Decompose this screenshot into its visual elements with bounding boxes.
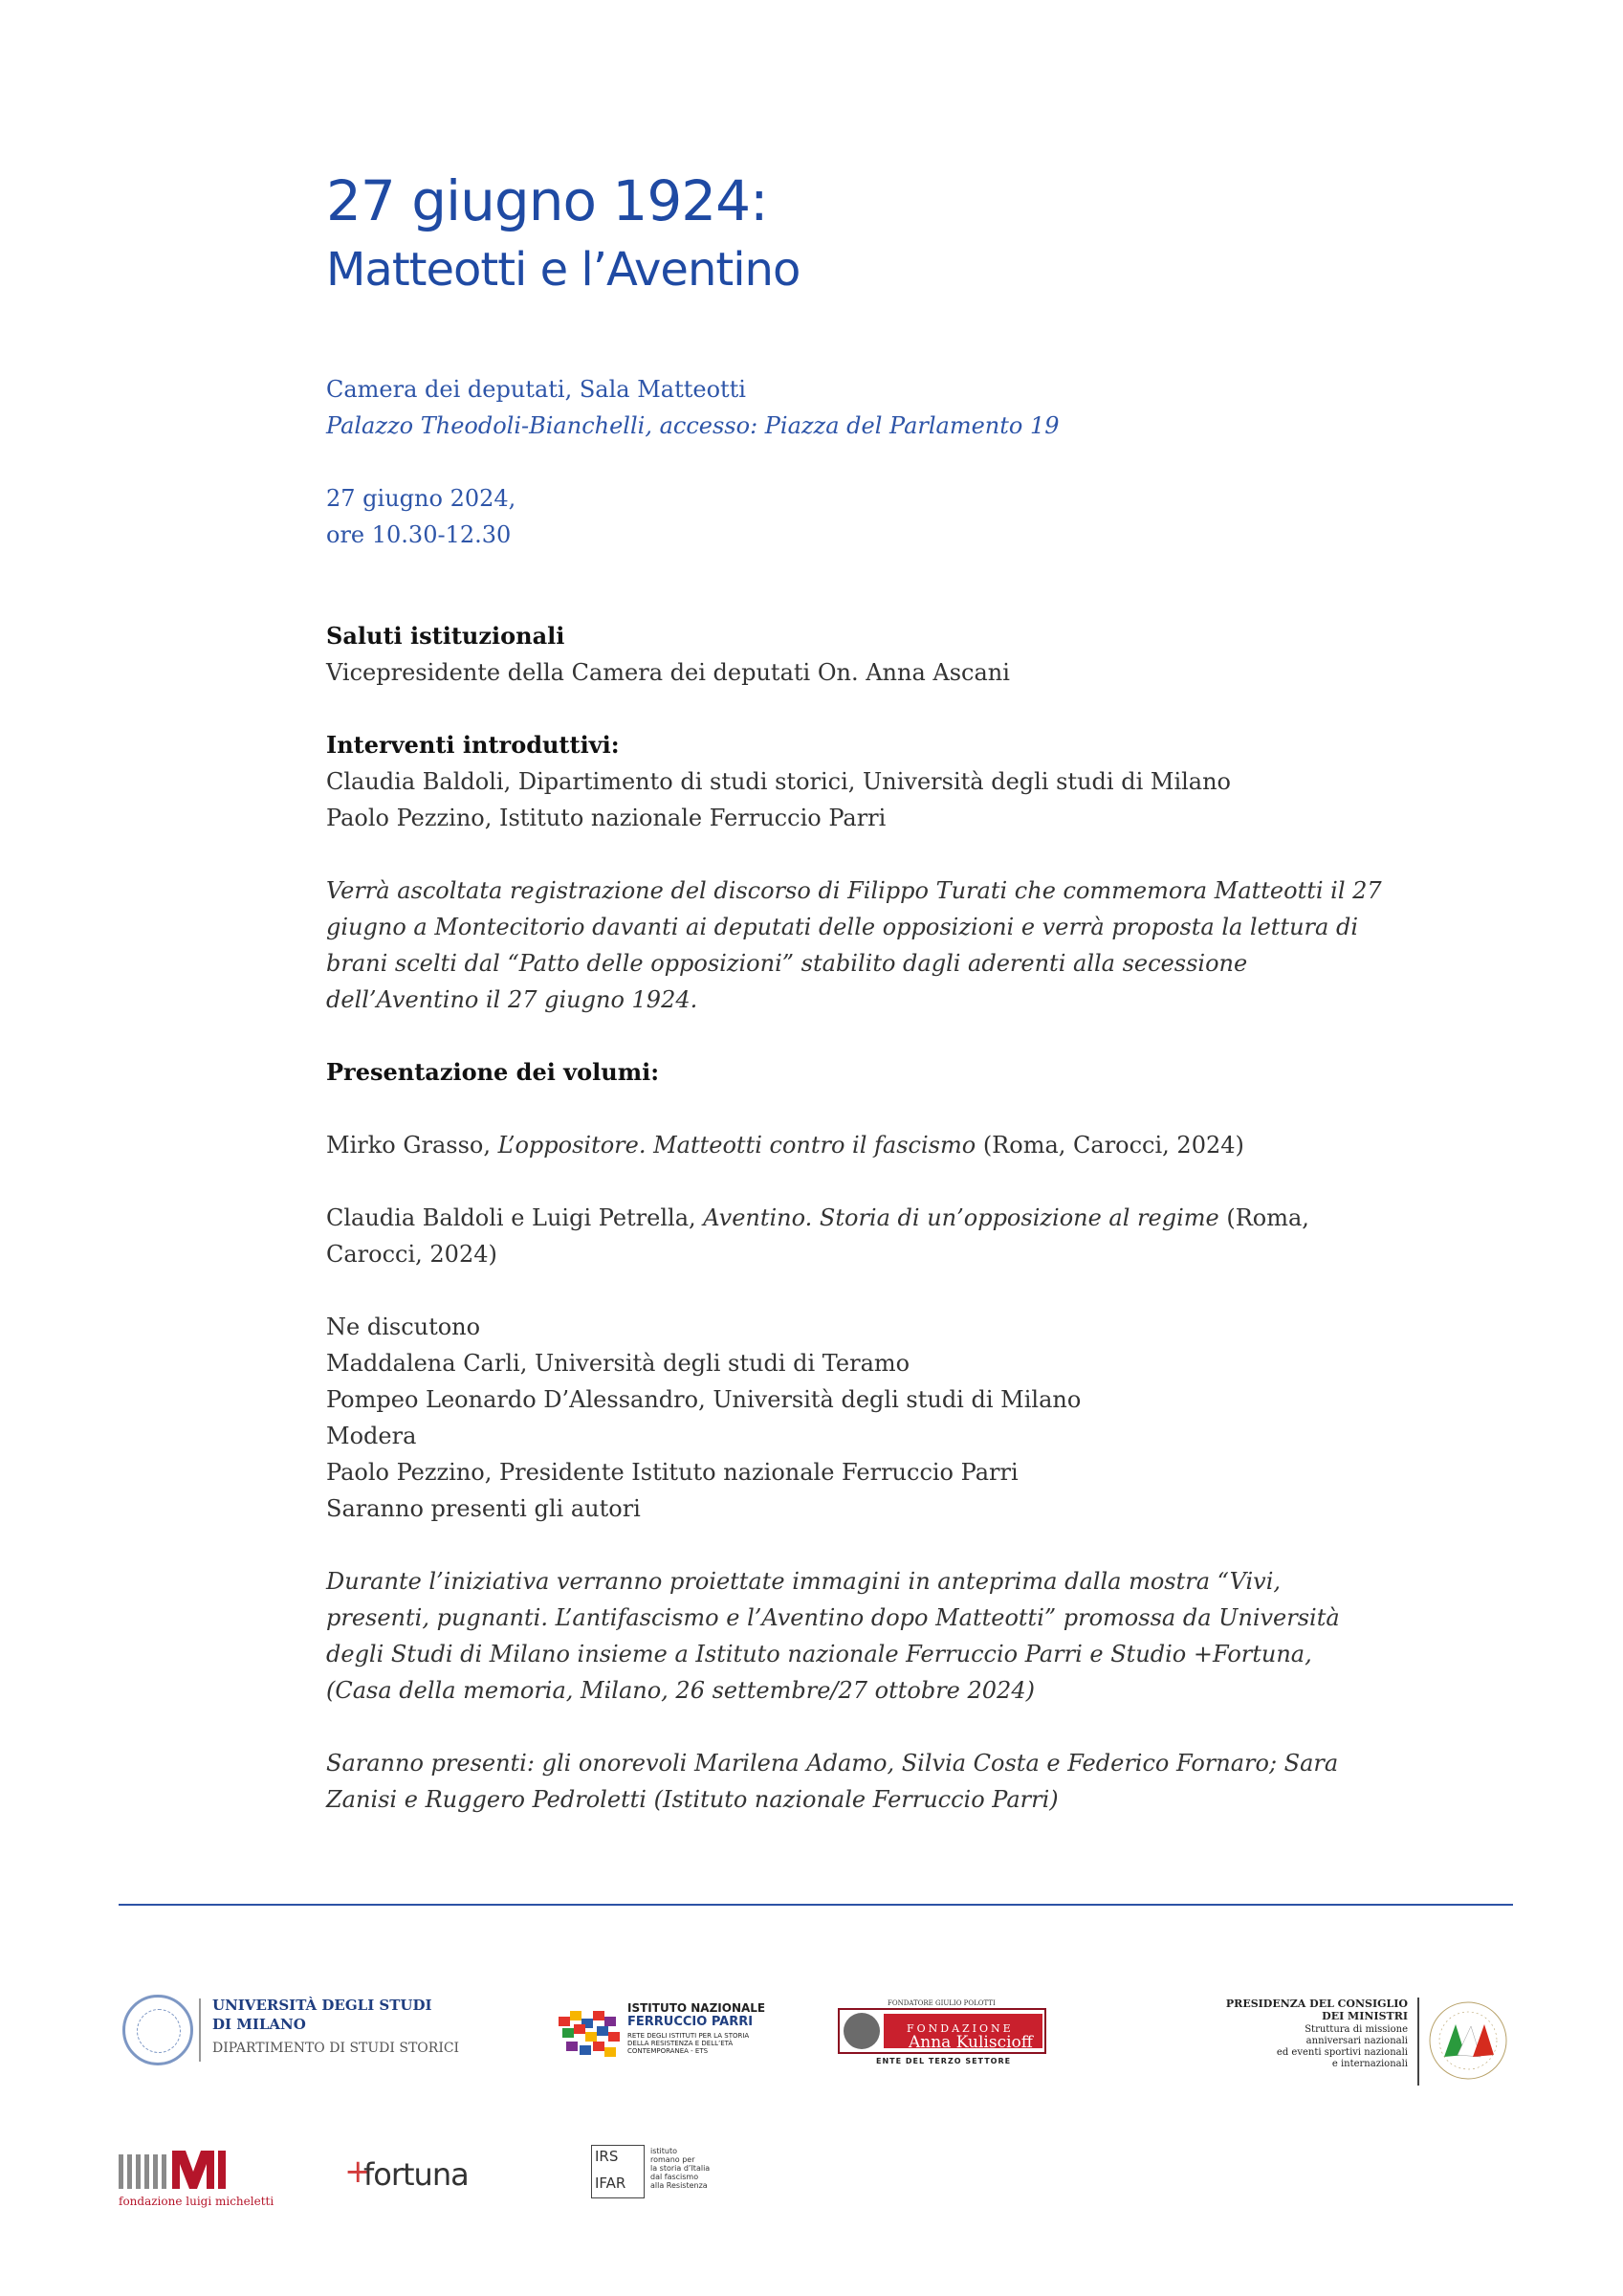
irsifar-box [591,2145,645,2198]
turati-note-line: Verrà ascoltata registrazione del discorso di Filippo Turati che commemora Matteotti il 27 [326,877,1382,904]
pcm-line-1: PRESIDENZA DEL CONSIGLIO [1225,1998,1408,2010]
kuliscioff-tagline: ENTE DEL TERZO SETTORE [876,2057,1012,2065]
interventi-heading: Interventi introduttivi: [326,731,620,759]
unimi-department: DIPARTIMENTO DI STUDI STORICI [212,2041,460,2056]
discussion-line: Ne discutono [326,1314,481,1340]
parri-line-1: ISTITUTO NAZIONALE [627,2001,766,2015]
micheletti-bars-icon [119,2151,243,2189]
venue-line-2: Palazzo Theodoli-Bianchelli, accesso: Piazza del Parlamento 19 [326,412,1060,439]
saluti-text: Vicepresidente della Camera dei deputati On. Anna Ascani [326,659,1010,686]
logo-separator [1417,1998,1419,2086]
saluti-heading: Saluti istituzionali [326,622,565,650]
attendees-note-line: Saranno presenti: gli onorevoli Marilena Adamo, Silvia Costa e Federico Fornaro; Sara [326,1750,1339,1777]
title-line-1: 27 giugno 1924: [326,168,768,233]
speaker-line: Claudia Baldoli, Dipartimento di studi storici, Università degli studi di Milano [326,768,1232,795]
discussion-line: Saranno presenti gli autori [326,1495,641,1522]
parri-subline: RETE DEGLI ISTITUTI PER LA STORIA DELLA RESISTENZA E DELL’ETÀ CONTEMPORANEA - ETS [627,2032,750,2055]
parri-logo [557,1999,767,2066]
exhibition-note-line: degli Studi di Milano insieme a Istituto nazionale Ferruccio Parri e Studio +Fortuna, [326,1641,1312,1667]
book-author: Mirko Grasso, [326,1132,498,1159]
kuliscioff-badge [838,2008,1046,2054]
exhibition-note-line: Durante l’iniziativa verranno proiettate immagini in anteprima dalla mostra “Vivi, [326,1568,1282,1595]
book-publisher: (Roma, Carocci, 2024) [976,1132,1244,1159]
book-title: L’oppositore. Matteotti contro il fascismo [497,1132,976,1159]
pcm-line-2: DEI MINISTRI [1322,2010,1408,2022]
unimi-name-line-2: DI MILANO [212,2016,306,2033]
presentazione-heading: Presentazione dei volumi: [326,1058,660,1086]
parri-mosaic-icon [557,2007,624,2061]
footer-divider [119,1904,1513,1906]
event-date: 27 giugno 2024, [326,485,516,512]
pcm-line-6: e internazionali [1331,2059,1408,2069]
pcm-line-3: Struttura di missione [1305,2024,1408,2035]
plus-icon: + [344,2152,372,2191]
anniversari-nazionali-emblem-icon [1425,1998,1511,2084]
irsifar-description: istituto romano per la storia d’Italia dal fascismo alla Resistenza [650,2147,711,2190]
micheletti-name: fondazione luigi micheletti [119,2195,274,2208]
book-entry-2 [326,1200,1309,1236]
discussion-line: Modera [326,1423,417,1449]
discussion-line: Maddalena Carli, Università degli studi di Teramo [326,1350,910,1377]
venue-line-1: Camera dei deputati, Sala Matteotti [326,376,746,403]
event-time: ore 10.30-12.30 [326,521,512,548]
book-title: Aventino. Storia di un’opposizione al regime [703,1204,1219,1231]
turati-note-line: dell’Aventino il 27 giugno 1924. [326,986,698,1013]
attendees-note-line: Zanisi e Ruggero Pedroletti (Istituto nazionale Ferruccio Parri) [326,1786,1059,1813]
irsifar-bottom-letters: IFAR [595,2175,626,2192]
pcm-logo [1215,1998,1511,2089]
book-entry-1 [326,1127,1302,1163]
book-publisher: (Roma, [1218,1204,1309,1231]
kuliscioff-founder: FONDATORE GIULIO POLOTTI [888,1999,996,2007]
event-body [326,371,1382,1818]
discussion-line: Paolo Pezzino, Presidente Istituto nazionale Ferruccio Parri [326,1459,1019,1486]
fortuna-logo [344,2154,516,2202]
pcm-line-4: anniversari nazionali [1305,2036,1408,2046]
kuliscioff-line-1: FONDAZIONE [907,2022,1014,2035]
pcm-line-5: ed eventi sportivi nazionali [1276,2047,1408,2058]
title-line-2: Matteotti e l’Aventino [326,243,801,297]
exhibition-note-line: presenti, pugnanti. L’antifascismo e l’Aventino dopo Matteotti” promossa da Università [326,1604,1340,1631]
kuliscioff-logo [838,1999,1048,2068]
event-title [326,163,800,300]
micheletti-logo [119,2151,272,2208]
irsifar-top-letters: IRS [595,2148,619,2165]
portrait-icon [844,2013,880,2049]
unimi-logo [122,1995,486,2069]
unimi-name-line-1: UNIVERSITÀ DEGLI STUDI [212,1997,432,2014]
kuliscioff-line-2: Anna Kuliscioff [909,2033,1033,2052]
university-seal-icon [122,1995,193,2065]
discussion-line: Pompeo Leonardo D’Alessandro, Università degli studi di Milano [326,1386,1082,1413]
book-author: Claudia Baldoli e Luigi Petrella, [326,1204,704,1231]
book-publisher-cont: Carocci, 2024) [326,1241,497,1268]
turati-note-line: brani scelti dal “Patto delle opposizioni” stabilito dagli aderenti alla secessione [326,950,1248,977]
parri-line-2: FERRUCCIO PARRI [627,2015,754,2029]
turati-note-line: giugno a Montecitorio davanti ai deputati delle opposizioni e verrà proposta la lettura di [326,914,1359,940]
speaker-line: Paolo Pezzino, Istituto nazionale Ferruccio Parri [326,805,887,831]
irsifar-logo [591,2145,735,2202]
fortuna-wordmark: fortuna [363,2156,469,2193]
logo-separator [199,1998,201,2062]
exhibition-note-line: (Casa della memoria, Milano, 26 settembre/27 ottobre 2024) [326,1677,1035,1704]
